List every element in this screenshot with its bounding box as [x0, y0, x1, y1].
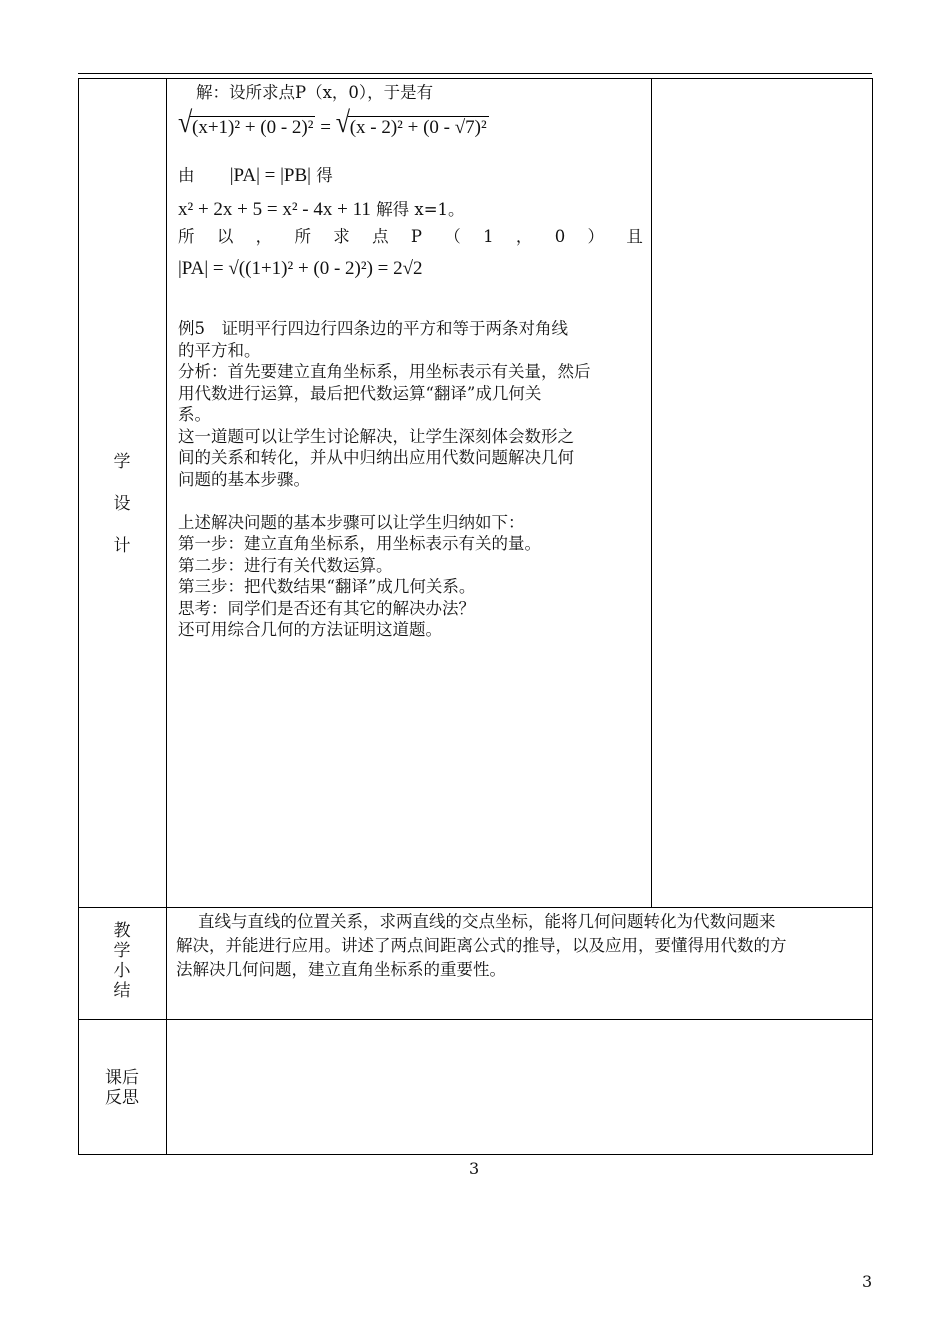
summary-text: 直线与直线的位置关系，求两直线的交点坐标，能将几何问题转化为代数问题来 解决，并能进行应用。讲述了两点间距离公式的推导，以及应用，要懂得用代数的方 法解决几何问题，建立直角坐标系的重要性。 [176, 912, 787, 979]
equation-pa-value: |PA| = √((1+1)² + (0 - 2)²) = 2√2 [178, 258, 423, 279]
summary-label: 教 学 小 结 [113, 921, 131, 1001]
equation-distance-equal: √ (x+1)² + (0 - 2)² = √ (x - 2)² + (0 - √7)² [178, 105, 487, 140]
page-number: 3 [469, 1159, 480, 1178]
column-divider [166, 78, 167, 1155]
notes-column-divider [651, 78, 652, 908]
corner-page-number: 3 [862, 1272, 873, 1291]
equation-solve-x: x² + 2x + 5 = x² - 4x + 11 解得 x=1。 [178, 199, 465, 220]
row-divider [78, 907, 873, 908]
conclusion-line: 所 以 ， 所 求 点 P （ 1 ， 0 ） 且 [178, 227, 643, 246]
row-divider [78, 1019, 873, 1020]
equation-pa-pb: 由 |PA| = |PB| 得 [178, 165, 333, 186]
header-rule [78, 73, 872, 74]
design-label: 学 设 计 [113, 452, 131, 556]
reflection-label: 课后 反思 [105, 1068, 139, 1108]
example-5-body: 例5 证明平行四边行四条边的平方和等于两条对角线 的平方和。 分析：首先要建立直角坐标系，用坐标表示有关量，然后 用代数进行运算，最后把代数运算“翻译”成几何关 系。 这一道题可以让学生讨论解决，让学生深刻体会数形之 间的关系和转化，并从中归纳出应用代数问题解决几何 问题的基本步骤。 上述解决问题的基本步骤可以让学生归纳如下： 第一步：建立直角坐标系，用坐标表示有关的量。 第二步：进行有关代数运算。 第三步：把代数结果“翻译”成几何关系。 思考：同学们是否还有其它的解决办法？ 还可用综合几何的方法证明这道题。 [178, 319, 591, 639]
solution-intro: 解：设所求点P（x，0），于是有 [196, 83, 434, 102]
